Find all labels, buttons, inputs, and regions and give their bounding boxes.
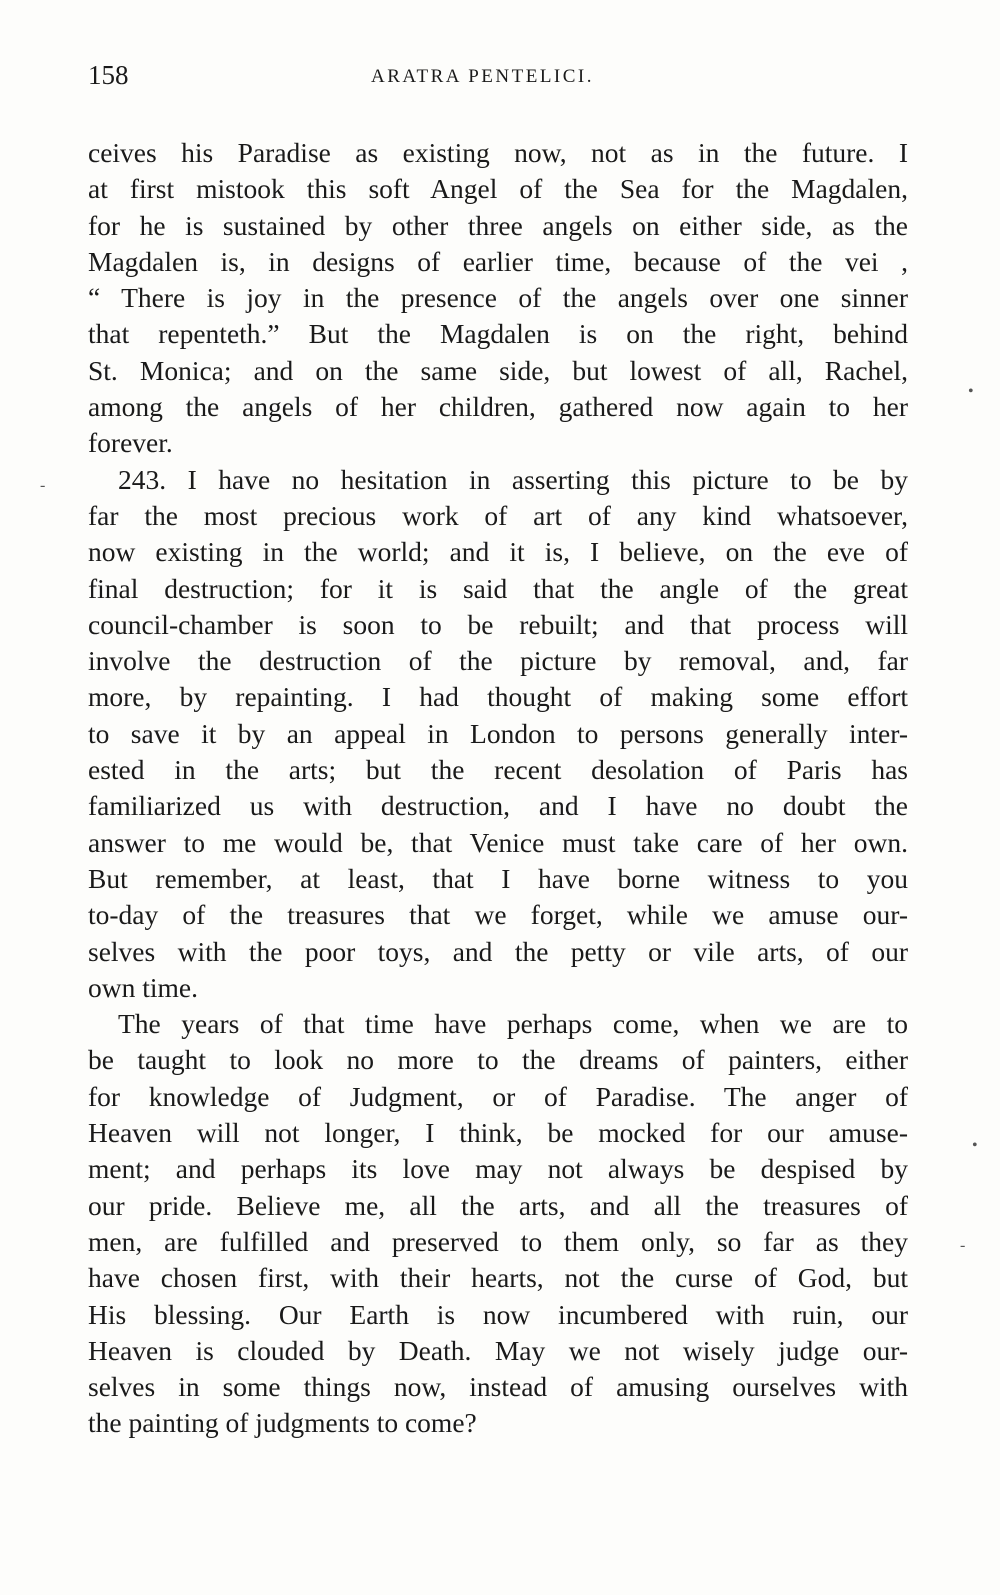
text-line: familiarized us with destruction, and I have no doubt the (88, 790, 908, 822)
text-line: be taught to look no more to the dreams of painters, either (88, 1044, 908, 1076)
text-line: involve the destruction of the picture by removal, and, far (88, 645, 908, 677)
text-line: selves in some things now, instead of amusing ourselves with (88, 1371, 908, 1403)
text-line: to-day of the treasures that we forget, while we amuse our- (88, 899, 908, 931)
text-line: among the angels of her children, gathered now again to her (88, 391, 908, 423)
text-line: St. Monica; and on the same side, but lowest of all, Rachel, (88, 354, 908, 386)
scan-speck-mark: • (968, 383, 974, 400)
text-line: the painting of judgments to come? (88, 1407, 477, 1439)
text-line: at first mistook this soft Angel of the Sea for the Magdalen, (88, 173, 908, 205)
text-line: that repenteth.” But the Magdalen is on the right, behind (88, 318, 908, 350)
text-line: ested in the arts; but the recent desolation of Paris has (88, 754, 908, 786)
text-line: selves with the poor toys, and the petty or vile arts, of our (88, 935, 908, 967)
text-line: have chosen first, with their hearts, not the curse of God, but (88, 1262, 908, 1294)
text-line: His blessing. Our Earth is now incumbered with ruin, our (88, 1298, 908, 1330)
text-line: own time. (88, 971, 198, 1003)
text-line: our pride. Believe me, all the arts, and all the treasures of (88, 1189, 908, 1221)
text-line: But remember, at least, that I have borne witness to you (88, 862, 908, 894)
running-head (88, 58, 908, 98)
text-line: council-chamber is soon to be rebuilt; and that process will (88, 608, 908, 640)
text-line: ceives his Paradise as existing now, not as in the future. I (88, 137, 908, 168)
text-line: Magdalen is, in designs of earlier time, because of the vei , (88, 245, 908, 277)
text-line: to save it by an appeal in London to persons generally inter- (88, 717, 908, 749)
running-title: ARATRA PENTELICI. (371, 66, 594, 87)
text-line: Heaven is clouded by Death. May we not wisely judge our- (88, 1334, 908, 1366)
paragraph-3 (88, 1006, 908, 1442)
scan-speck-mark: - (40, 477, 46, 494)
body-text (88, 135, 908, 1442)
text-line: Heaven will not longer, I think, be mocked for our amuse- (88, 1117, 908, 1149)
page-number: 158 (88, 60, 129, 90)
text-line: forever. (88, 427, 173, 459)
paragraph-2 (88, 462, 908, 1006)
text-line: ment; and perhaps its love may not always be despised by (88, 1153, 908, 1185)
paragraph-1 (88, 135, 908, 462)
text-line: 243. I have no hesitation in asserting this picture to be by (118, 463, 908, 495)
text-line: far the most precious work of art of any kind whatsoever, (88, 499, 908, 531)
text-line: more, by repainting. I had thought of making some effort (88, 681, 908, 713)
text-line: for knowledge of Judgment, or of Paradise. The anger of (88, 1080, 908, 1112)
text-line: The years of that time have perhaps come, when we are to (118, 1008, 908, 1040)
text-line: now existing in the world; and it is, I believe, on the eve of (88, 536, 908, 568)
scan-speck-mark: • (972, 1137, 978, 1154)
text-line: final destruction; for it is said that the angle of the great (88, 572, 908, 604)
text-line: for he is sustained by other three angels on either side, as the (88, 209, 908, 241)
text-line: men, are fulfilled and preserved to them only, so far as they (88, 1225, 908, 1257)
text-line: answer to me would be, that Venice must take care of her own. (88, 826, 908, 858)
scan-speck-mark: - (960, 1237, 966, 1254)
text-line: “ There is joy in the presence of the angels over one sinner (88, 282, 908, 314)
